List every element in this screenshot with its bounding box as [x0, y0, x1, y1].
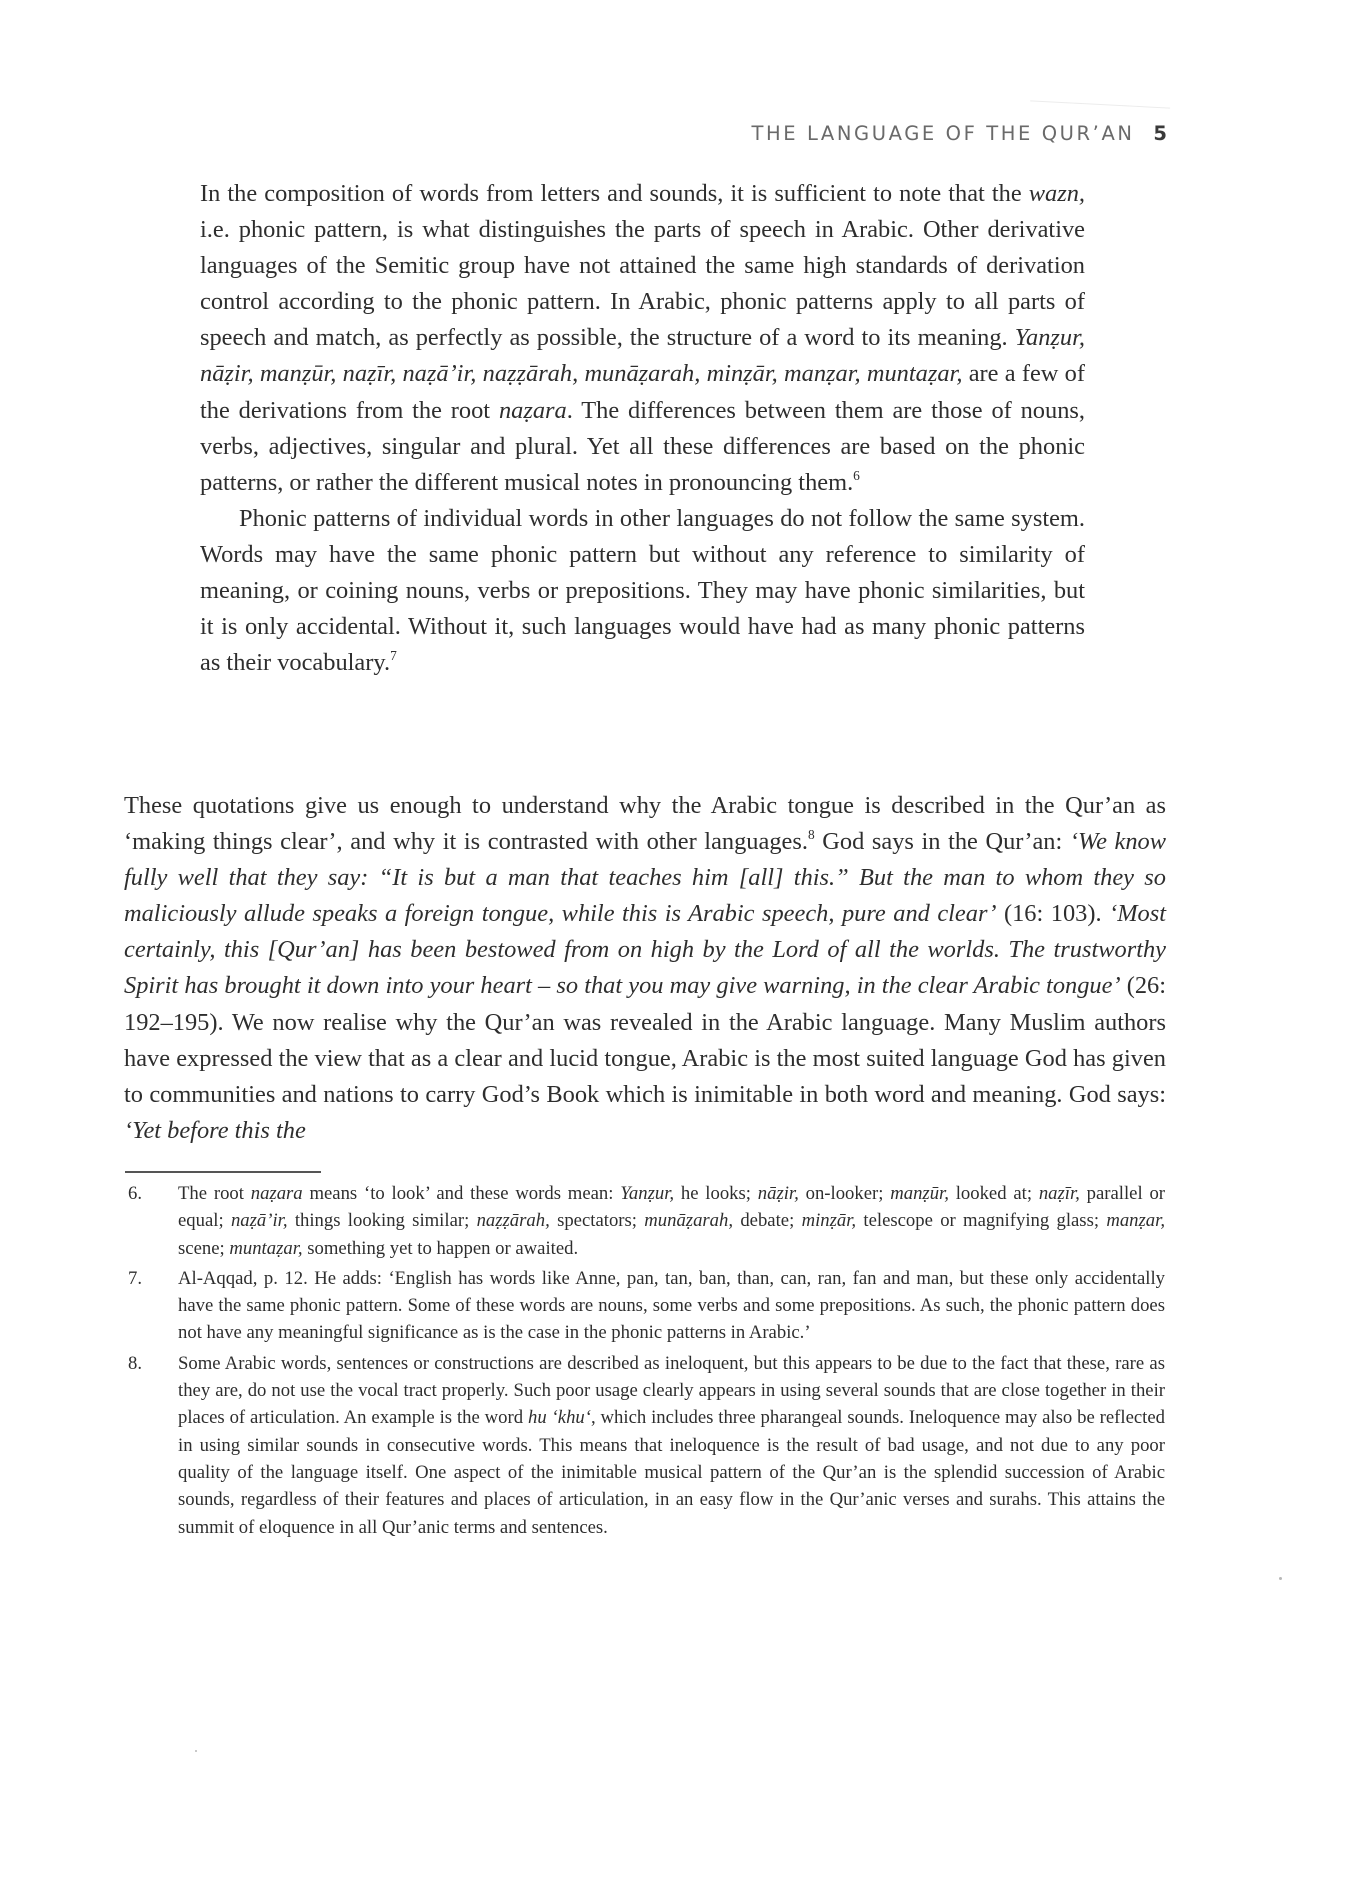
italic-text: manẓar,	[1106, 1210, 1165, 1232]
footnote-7	[128, 1265, 1165, 1347]
footnote-number: 8.	[128, 1352, 143, 1374]
italic-text: munāẓarah,	[644, 1210, 734, 1232]
footnote-number: 7.	[128, 1267, 143, 1289]
scan-artifact-line	[1030, 100, 1170, 114]
footnote-text: Al-Aqqad, p. 12. He adds: ‘English has words like Anne, pan, tan, ban, than, can, ran, fan and man, but these only accidentally have the same phonic pattern. Some of these words are nouns, some verbs and some prepositions. As such, the phonic pattern does not have any meaningful significance as is the case in the phonic patterns in Arabic.’	[178, 1267, 1165, 1344]
footnote-text: Some Arabic words, sentences or constructions are described as ineloquent, but this appears to be due to the fact that these, rare as they are, do not use the vocal tract properly. Such poor usage clearly appears in using several sounds that are close together in their places of articulation. An example is the word hu ‘khu‘, which includes three pharangeal sounds. Ineloquence may also be reflected in using similar sounds in consecutive words. This means that ineloquence is the result of bad usage, and not due to any poor quality of the language itself. One aspect of the inimitable musical pattern of the Qur’an is the splendid succession of Arabic sounds, regardless of their features and places of articulation, in an easy flow in the Qur’anic verses and surahs. This attains the summit of eloquence in all Qur’anic terms and sentences.	[178, 1352, 1165, 1538]
footnote-text: The root naẓara means ‘to look’ and these words mean: Yanẓur, he looks; nāẓir, on-looker; manẓūr, looked at; naẓīr, parallel or equal; naẓā’ir, things looking similar; naẓẓārah, spectators; munāẓarah, debate; minẓār, telescope or magnifying glass; manẓar, scene; muntaẓar, something yet to happen or awaited.	[178, 1183, 1166, 1259]
block-quote	[200, 176, 1085, 681]
italic-text: naẓara	[498, 396, 567, 424]
italic-text: naẓara	[250, 1183, 303, 1204]
block-quote-paragraph: Phonic patterns of individual words in other languages do not follow the same system. Words may have the same phonic pattern but without any reference to similarity of meaning, or coining nouns, verbs or prepositions. They may have phonic similarities, but it is only accidental. Without it, such languages would have had as many phonic patterns as their vocabulary.$^7$	[200, 504, 1085, 677]
italic-text: wazn,	[1028, 180, 1085, 207]
body-text	[124, 788, 1166, 1149]
italic-text: hu ‘khu‘	[527, 1407, 591, 1429]
footnote-reference[interactable]: 8	[807, 827, 815, 843]
footnote-reference[interactable]: 7	[390, 648, 397, 664]
page-number: 5	[1153, 122, 1167, 145]
footnote-6	[128, 1180, 1165, 1262]
italic-text: naẓīr,	[1038, 1183, 1080, 1204]
footnote-number: 6.	[128, 1183, 143, 1204]
running-header	[752, 122, 1168, 145]
block-quote-paragraph: In the composition of words from letters and sounds, it is sufficient to note that the wazn, i.e. phonic pattern, is what distinguishes the parts of speech in Arabic. Other derivative languages of the Semitic group have not attained the same high standards of derivation control according to the phonic pattern. In Arabic, phonic patterns apply to all parts of speech and match, as perfectly as possible, the structure of a word to its meaning. Yanẓur, nāẓir, manẓūr, naẓīr, naẓā’ir, naẓẓārah, munāẓarah, minẓār, manẓar, muntaẓar, are a few of the derivations from the root naẓara. The differences between them are those of nouns, verbs, adjectives, singular and plural. Yet all these differences are based on the phonic patterns, or rather the different musical notes in pronouncing them.$^6$	[200, 180, 1085, 496]
italic-text: manẓūr,	[890, 1183, 949, 1204]
scan-speck	[195, 1750, 197, 1752]
italic-text: muntaẓar,	[229, 1237, 303, 1259]
running-header-title: THE LANGUAGE OF THE QUR’AN	[751, 122, 1135, 145]
scan-speck	[1279, 1577, 1282, 1580]
italic-text: minẓār,	[801, 1210, 857, 1232]
footnote-separator	[125, 1171, 321, 1173]
italic-text: ‘Yet before this the	[124, 1116, 306, 1144]
italic-text: nāẓir,	[757, 1183, 799, 1204]
italic-text: Yanẓur,	[620, 1183, 675, 1204]
footnote-8	[128, 1350, 1165, 1541]
body-paragraph: These quotations give us enough to understand why the Arabic tongue is described in the Qur’an as ‘making things clear’, and why it is contrasted with other languages.$^8$ God says in the Qur’an: ‘We know fully well that they say: “It is but a man that teaches him [all] this.” But the man to whom they so maliciously allude speaks a foreign tongue, while this is Arabic speech, pure and clear’ (16: 103). ‘Most certainly, this [Qur’an] has been bestowed from on high by the Lord of all the worlds. The trustworthy Spirit has brought it down into your heart – so that you may give warning, in the clear Arabic tongue’ (26: 192–195). We now realise why the Qur’an was revealed in the Arabic language. Many Muslim authors have expressed the view that as a clear and lucid tongue, Arabic is the most suited language God has given to communities and nations to carry God’s Book which is inimitable in both word and meaning. God says: ‘Yet before this the	[124, 792, 1167, 1144]
footnote-reference[interactable]: 6	[853, 467, 860, 483]
italic-text: Yanẓur, nāẓir, manẓūr, naẓīr, naẓā’ir, naẓẓārah, munāẓarah, minẓār, manẓar, muntaẓar,	[200, 324, 1085, 388]
italic-text: ‘We know fully well that they say: “It is but a man that teaches him [all] this.” But the man to whom they so maliciously allude speaks a foreign tongue, while this is Arabic speech, pure and clear’	[124, 828, 1166, 928]
italic-text: naẓẓārah,	[476, 1210, 550, 1232]
italic-text: ‘Most certainly, this [Qur’an] has been bestowed from on high by the Lord of all the worlds. The trustworthy Spirit has brought it down into your heart – so that you may give warning, in the clear Arabic tongue’	[124, 900, 1166, 1000]
footnotes	[128, 1180, 1165, 1544]
italic-text: naẓā’ir,	[230, 1210, 288, 1232]
